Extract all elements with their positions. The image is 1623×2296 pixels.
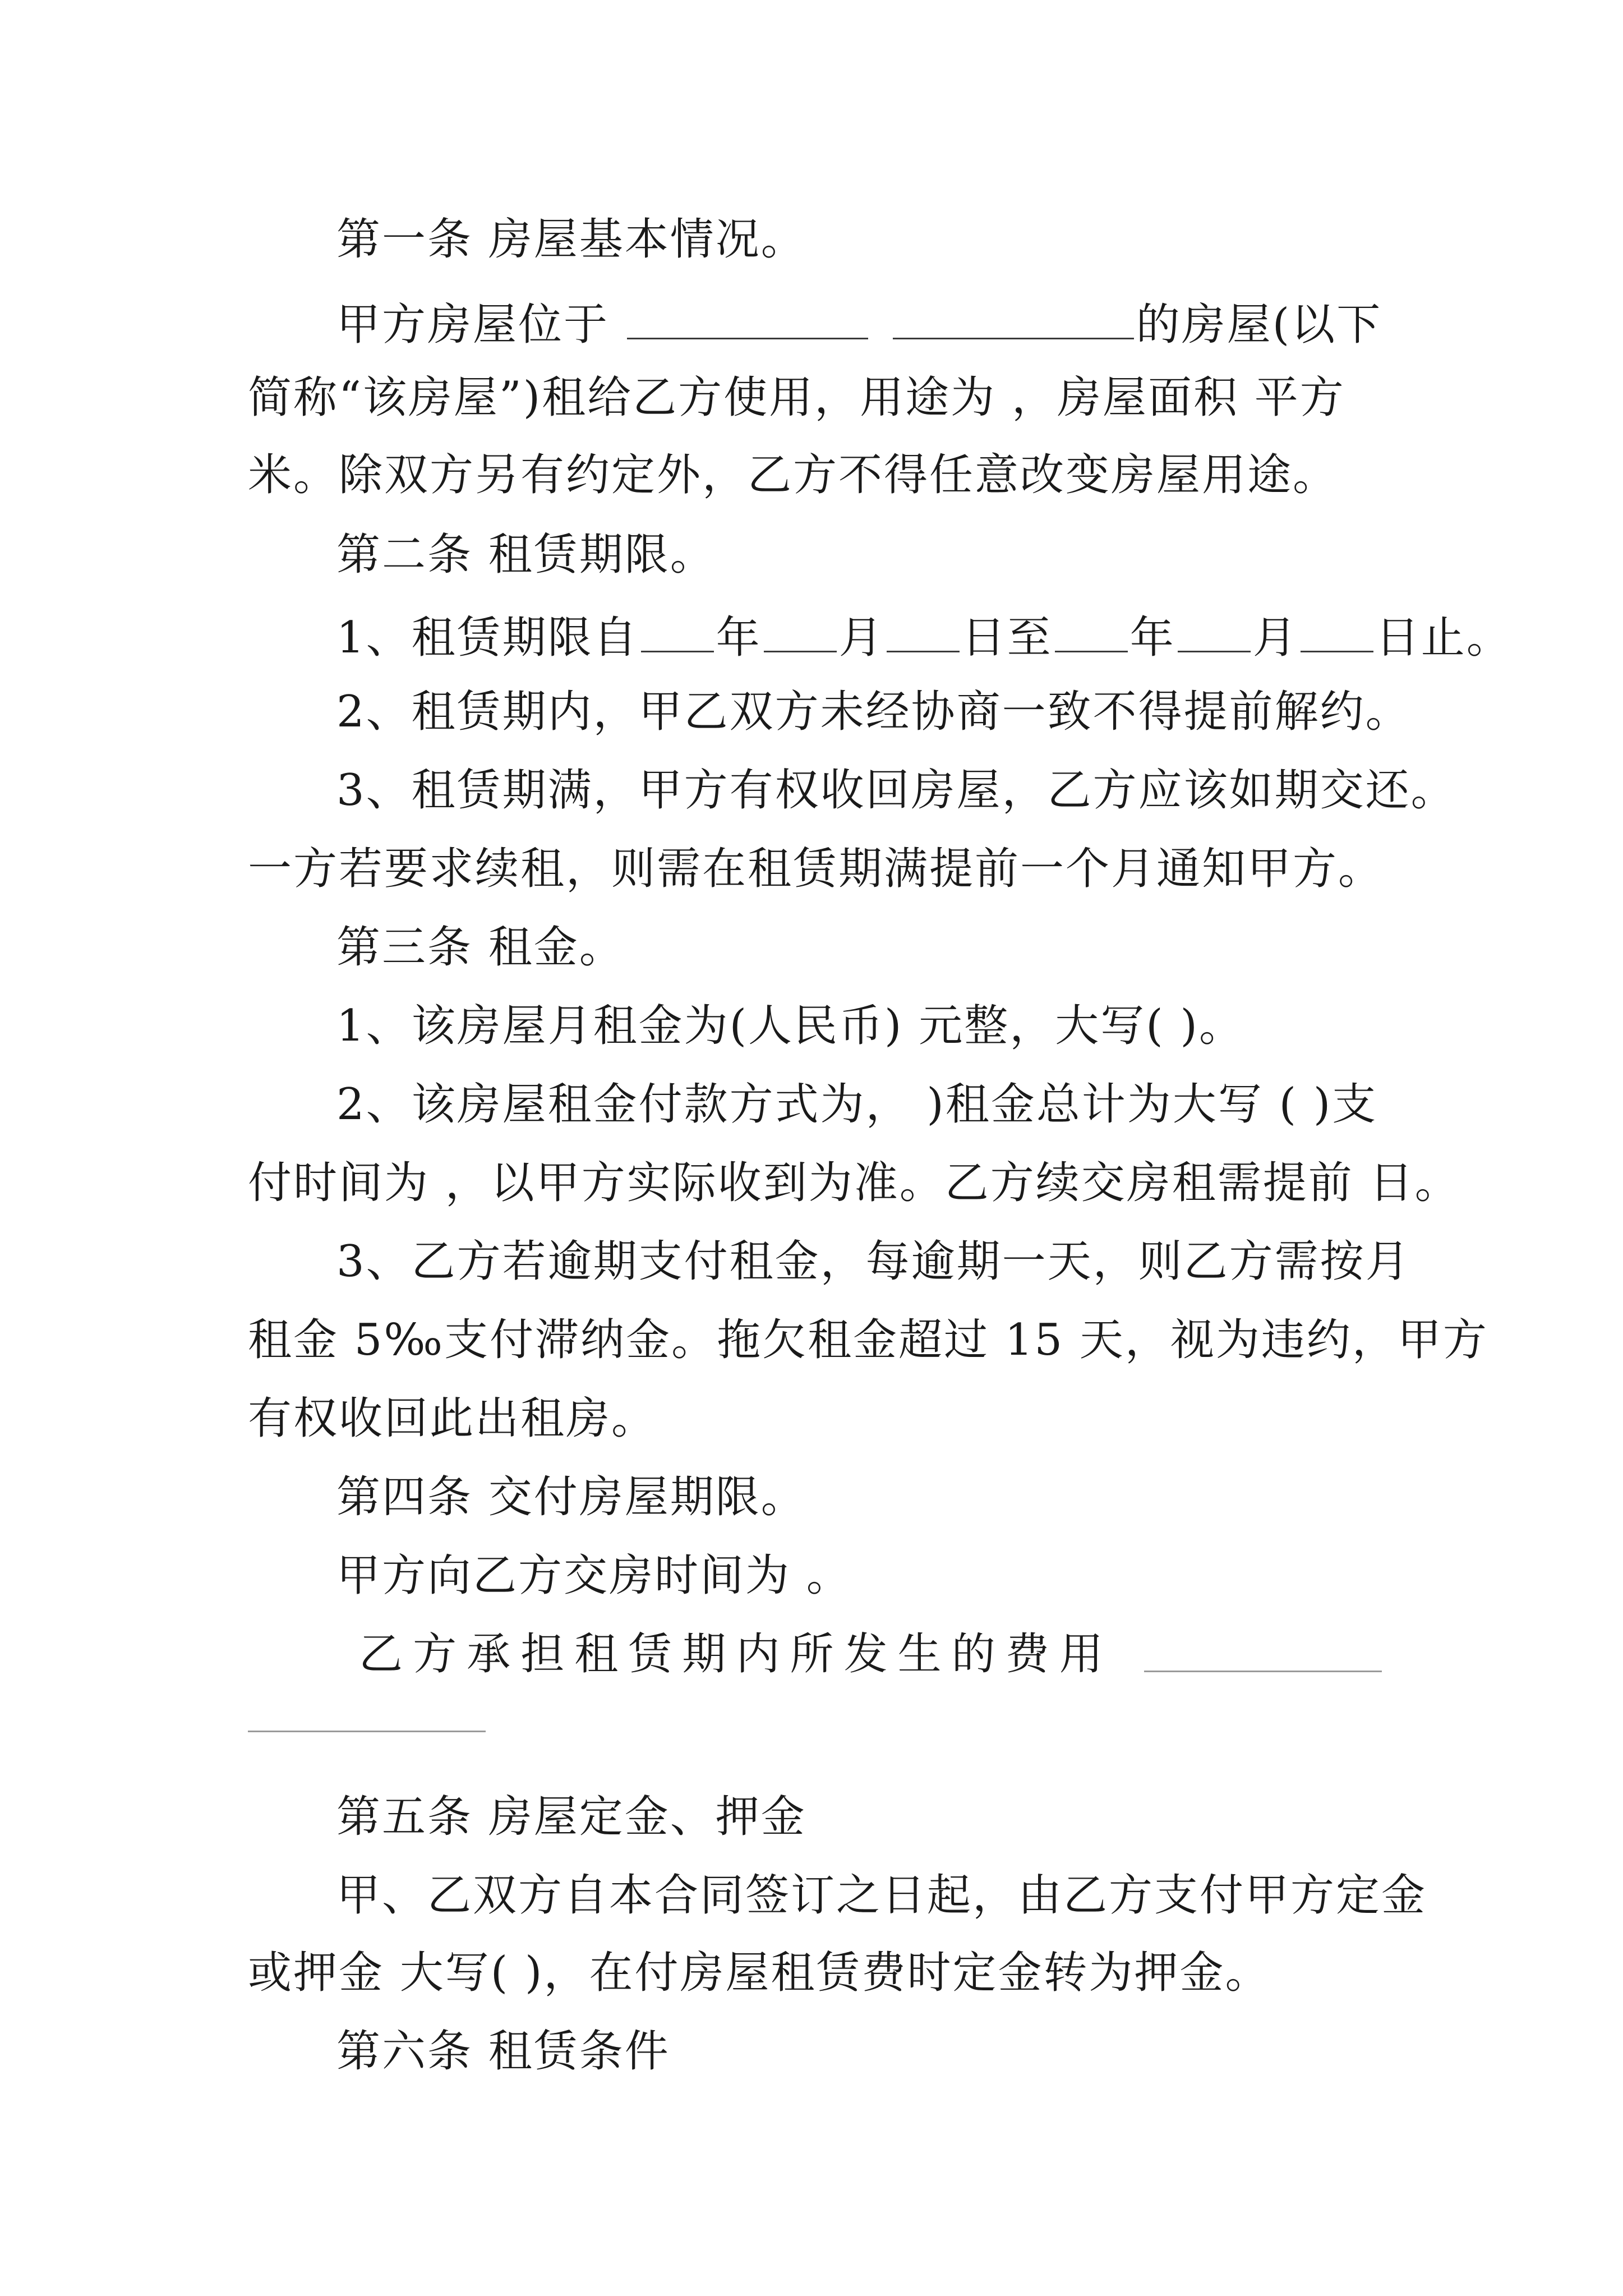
article-4-heading: 第四条 交付房屋期限。	[336, 1472, 806, 1522]
article-2-item-3-line-2: 一方若要求续租，则需在租赁期满提前一个月通知甲方。	[248, 844, 1384, 894]
expense-char: 赁	[628, 1629, 674, 1680]
article-1-paragraph-line-2: 简称“该房屋”)租给乙方使用，用途为 ，房屋面积 平方	[248, 372, 1345, 423]
article-4-line-2	[359, 1629, 1105, 1680]
day-to-label: 日至	[961, 613, 1053, 664]
article-1-paragraph-line-3: 米。除双方另有约定外，乙方不得任意改变房屋用途。	[248, 450, 1339, 500]
article-6-heading: 第六条 租赁条件	[336, 2026, 670, 2077]
article-5-line-2: 或押金 大写( )，在付房屋租赁费时定金转为押金。	[248, 1948, 1271, 1998]
end-day-blank	[1301, 611, 1373, 652]
expense-char: 生	[897, 1629, 943, 1680]
article-3-item-3-line-3: 有权收回此出租房。	[248, 1393, 657, 1444]
article-3-item-2-line-2: 付时间为 ，以甲方实际收到为准。乙方续交房租需提前 日。	[248, 1158, 1460, 1208]
expense-char: 费	[1005, 1629, 1051, 1680]
expense-char: 期	[682, 1629, 728, 1680]
article-1-location-label: 甲方房屋位于	[336, 300, 625, 351]
article-3-item-2-line-1: 2、该房屋租金付款方式为， )租金总计为大写 ( )支	[336, 1079, 1378, 1130]
article-2-item-3-line-1: 3、租赁期满，甲方有权收回房屋，乙方应该如期交还。	[336, 765, 1456, 816]
year-label: 年	[716, 613, 762, 664]
article-4-line-1: 甲方向乙方交房时间为 。	[336, 1550, 852, 1601]
location-blank-1	[627, 298, 868, 339]
article-2-item-2: 2、租赁期内，甲乙双方未经协商一致不得提前解约。	[336, 687, 1411, 737]
lease-term-label: 1、租赁期限自	[336, 613, 639, 664]
expense-char: 担	[520, 1629, 566, 1680]
article-2-item-1	[336, 611, 1512, 664]
end-month-blank	[1178, 611, 1251, 652]
start-month-blank	[764, 611, 837, 652]
month-label: 月	[838, 613, 884, 664]
expense-char: 乙	[359, 1629, 405, 1680]
expense-char: 所	[790, 1629, 836, 1680]
article-3-item-3-line-2: 租金 5‰支付滞纳金。拖欠租金超过 15 天，视为违约，甲方	[248, 1315, 1488, 1365]
article-3-item-1: 1、该房屋月租金为(人民币) 元整，大写( )。	[336, 1001, 1244, 1051]
expense-char: 租	[574, 1629, 620, 1680]
article-1-heading: 第一条 房屋基本情况。	[336, 214, 806, 265]
expense-char: 承	[467, 1629, 513, 1680]
expense-char: 用	[1059, 1629, 1105, 1680]
start-year-blank	[641, 611, 714, 652]
article-1-location-suffix: 的房屋(以下	[1136, 300, 1382, 351]
day-end-label: 日止。	[1375, 613, 1512, 664]
article-3-item-3-line-1: 3、乙方若逾期支付租金，每逾期一天，则乙方需按月	[336, 1236, 1411, 1287]
expense-char: 的	[951, 1629, 997, 1680]
expense-char: 发	[843, 1629, 889, 1680]
end-year-blank	[1055, 611, 1128, 652]
start-day-blank	[887, 611, 960, 652]
month-label: 月	[1252, 613, 1298, 664]
expense-blank-line-2	[248, 1731, 486, 1732]
expense-blank-line-1	[1144, 1671, 1382, 1672]
expense-char: 内	[736, 1629, 782, 1680]
article-3-heading: 第三条 租金。	[336, 922, 625, 973]
article-5-heading: 第五条 房屋定金、押金	[336, 1792, 806, 1842]
year-label: 年	[1129, 613, 1175, 664]
article-5-line-1: 甲、乙双方自本合同签订之日起，由乙方支付甲方定金	[336, 1870, 1427, 1921]
location-blank-2	[893, 298, 1134, 339]
article-1-paragraph-line-1	[336, 298, 1469, 351]
expense-char: 方	[413, 1629, 459, 1680]
article-2-heading: 第二条 租赁期限。	[336, 530, 716, 580]
